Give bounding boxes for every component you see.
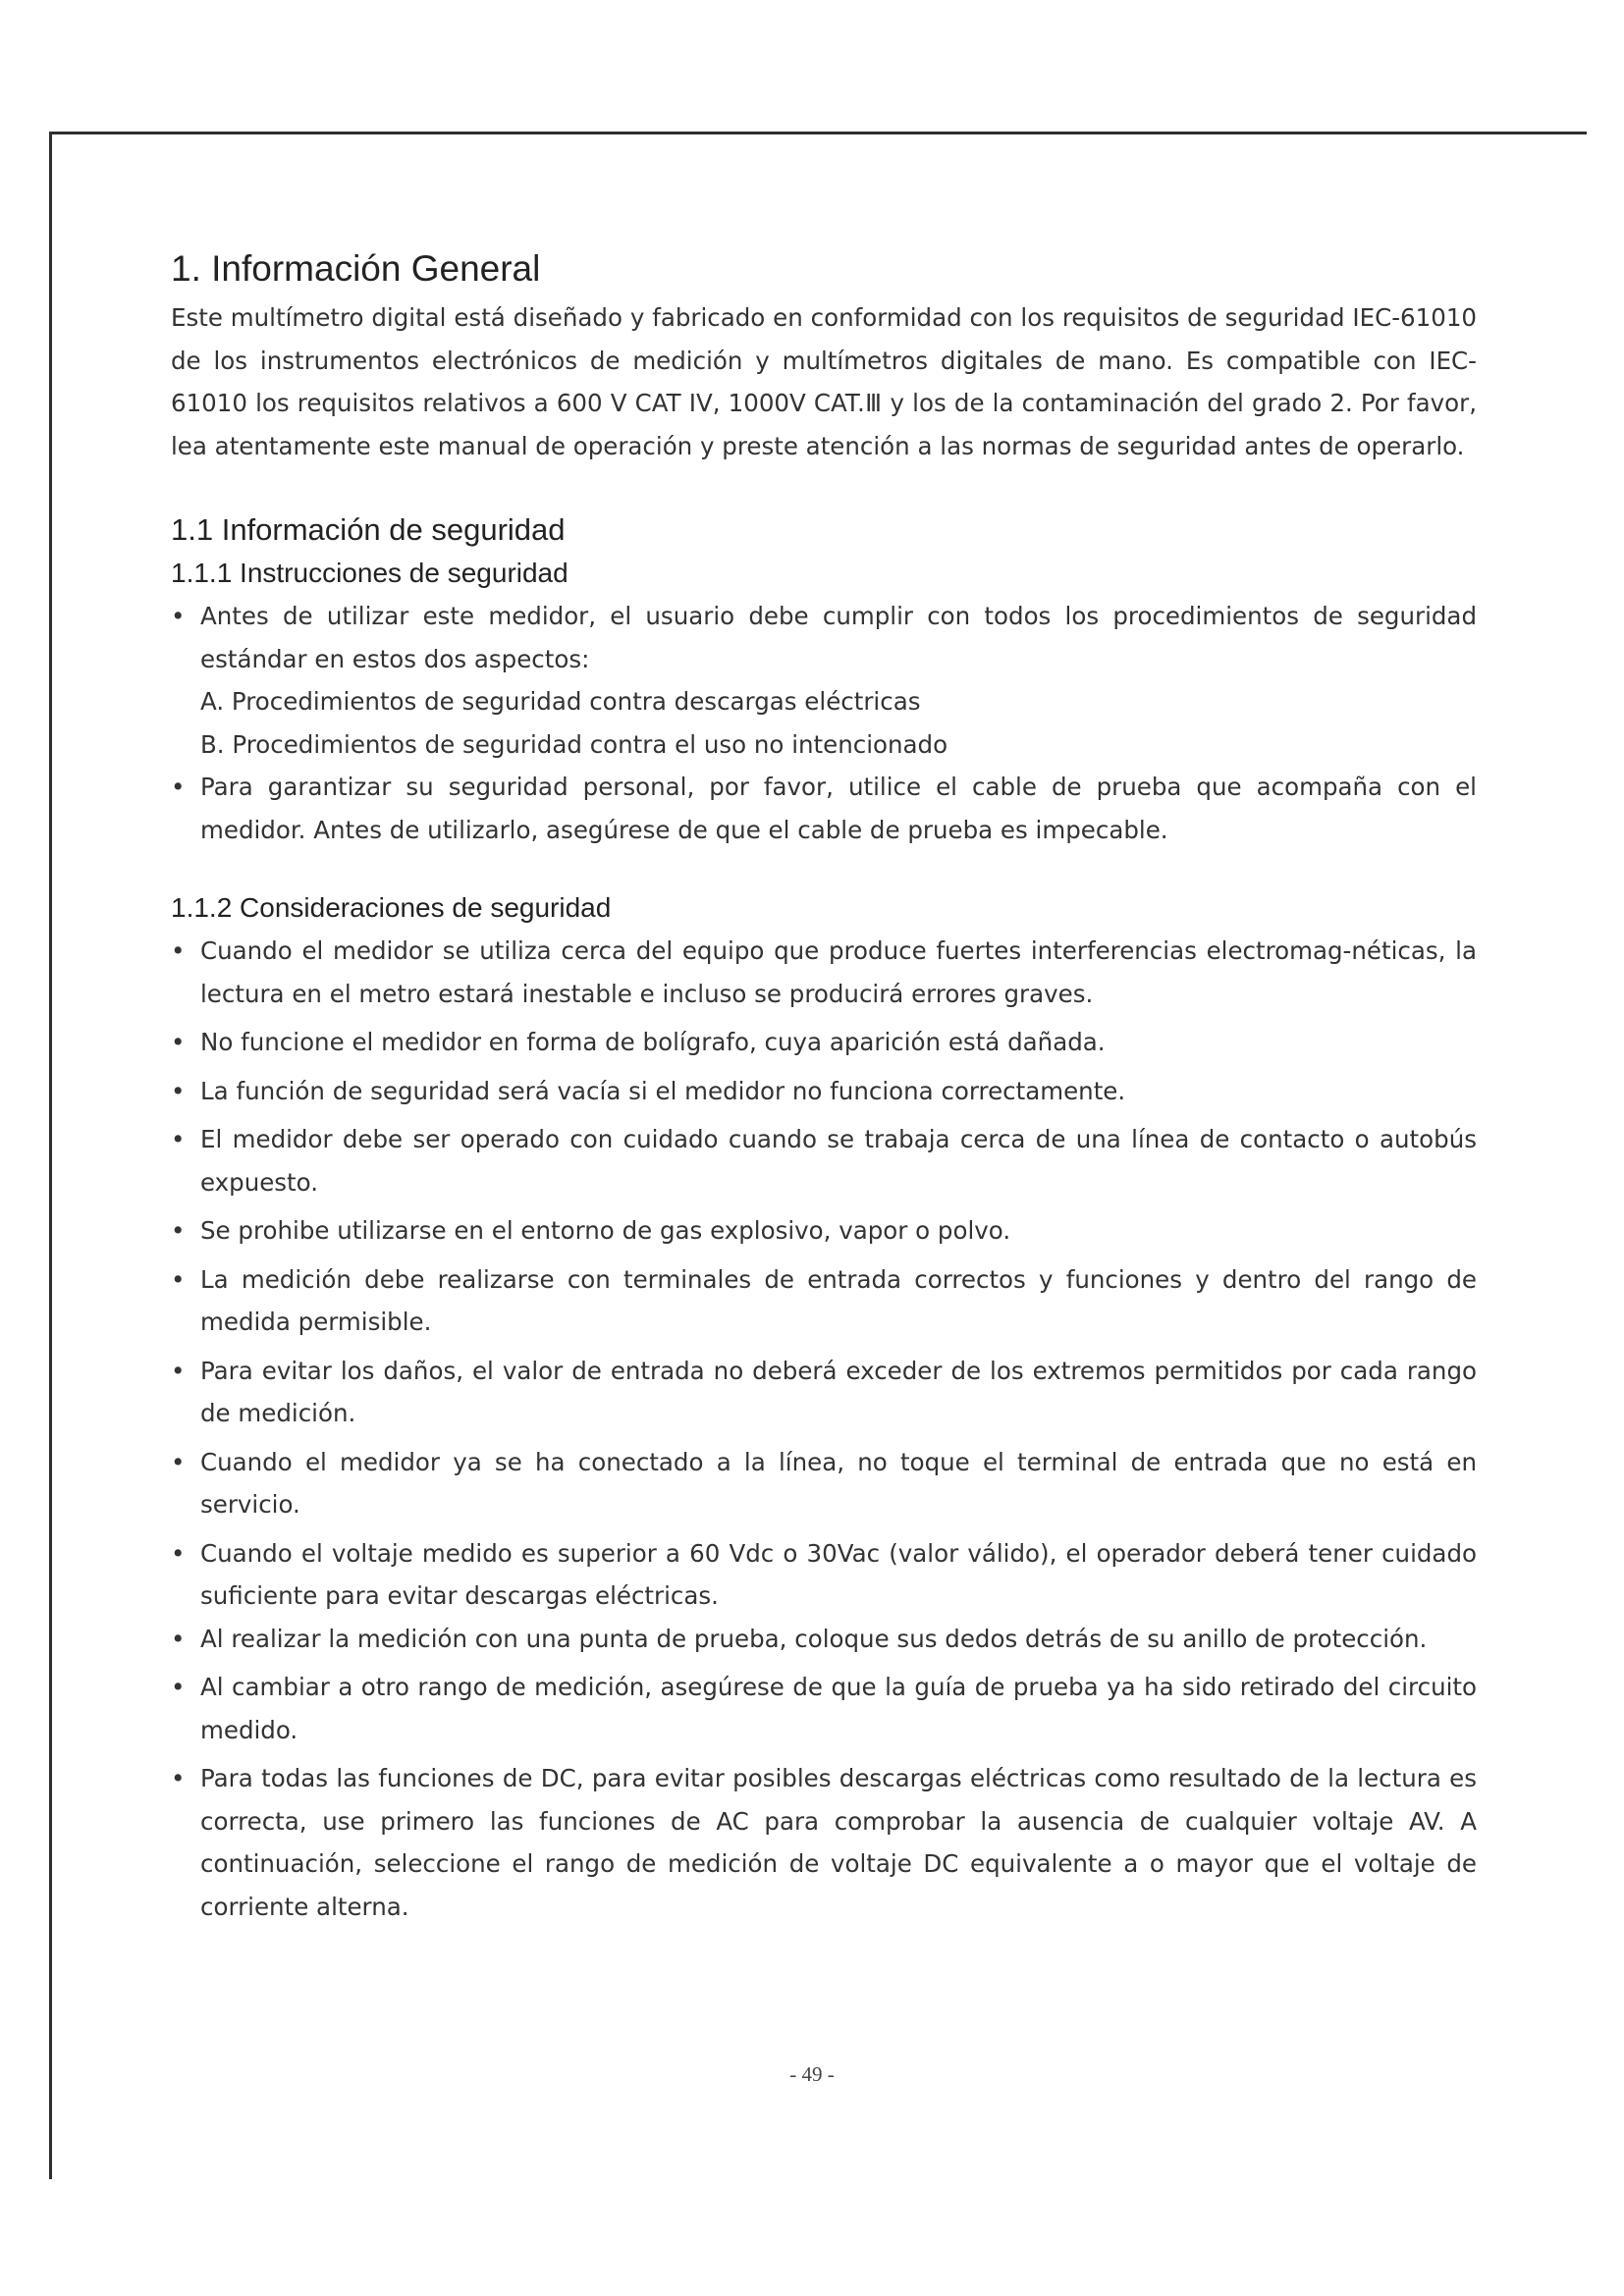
list-item xyxy=(171,1209,1477,1253)
bullet-icon: • xyxy=(171,1076,186,1105)
list-item-text: Cuando el medidor se utiliza cerca del equipo que produce fuertes interferencias electromag-néticas, la lectura en el metro estará inestable e incluso se producirá errores graves. xyxy=(200,936,1477,1008)
document-body xyxy=(171,247,1477,1928)
safety-instructions-list xyxy=(171,595,1477,851)
bullet-icon: • xyxy=(171,1125,186,1153)
bullet-icon: • xyxy=(171,1356,186,1385)
bullet-icon: • xyxy=(171,1538,186,1568)
list-item-text: Cuando el medidor ya se ha conectado a la línea, no toque el terminal de entrada que no está en servicio. xyxy=(200,1447,1477,1519)
list-item xyxy=(171,1118,1477,1203)
bullet-icon: • xyxy=(171,1264,186,1294)
safety-considerations-list xyxy=(171,930,1477,1928)
list-sub-item-text: A. Procedimientos de seguridad contra descargas eléctricas xyxy=(200,687,921,716)
bullet-icon: • xyxy=(171,602,186,630)
list-item-text: No funcione el medidor en forma de bolígrafo, cuya aparición está dañada. xyxy=(200,1028,1106,1056)
subsection-heading-1-1-2: 1.1.2 Consideraciones de seguridad xyxy=(171,892,612,923)
section-heading-1-1: 1.1 Información de seguridad xyxy=(171,512,566,547)
bullet-icon: • xyxy=(171,1764,186,1792)
subsection-heading-1-1-1: 1.1.1 Instrucciones de seguridad xyxy=(171,558,568,588)
list-item-text: Para evitar los daños, el valor de entrada no deberá exceder de los extremos permitidos por cada rango de medición. xyxy=(200,1356,1477,1427)
list-item-text: Al realizar la medición con una punta de prueba, coloque sus dedos detrás de su anillo de protección. xyxy=(200,1624,1428,1653)
list-item xyxy=(171,1021,1477,1064)
list-item xyxy=(171,930,1477,1015)
bullet-icon: • xyxy=(171,1673,186,1701)
page-title: 1. Información General xyxy=(171,248,541,289)
list-item xyxy=(171,680,1477,723)
list-item xyxy=(171,1666,1477,1751)
list-item-text: La medición debe realizarse con terminales de entrada correctos y funciones y dentro del rango de medida permisible. xyxy=(200,1264,1477,1336)
list-item xyxy=(171,766,1477,851)
spacer xyxy=(171,467,1477,510)
list-item xyxy=(171,1258,1477,1344)
page-frame-top-rule xyxy=(49,132,1587,134)
list-item-text: La función de seguridad será vacía si el medidor no funciona correctamente. xyxy=(200,1076,1126,1105)
intro-paragraph: Este multímetro digital está diseñado y fabricado en conformidad con los requisitos de seguridad IEC-61010 de los instrumentos electrónicos de medición y multímetros digitales de mano. Es compatible con IEC-61010 los requisitos relativos a 600 V CAT IV, 1000V CAT.Ⅲ y los de la contaminación del grado 2. Por favor, lea atentamente este manual de operación y preste atención a las normas de seguridad antes de operarlo. xyxy=(171,303,1477,460)
list-item-text: Se prohibe utilizarse en el entorno de gas explosivo, vapor o polvo. xyxy=(200,1216,1011,1245)
bullet-icon: • xyxy=(171,936,186,965)
bullet-icon: • xyxy=(171,1624,186,1653)
list-item-text: Antes de utilizar este medidor, el usuario debe cumplir con todos los procedimientos de seguridad estándar en estos dos aspectos: xyxy=(200,602,1477,673)
bullet-icon: • xyxy=(171,1447,186,1476)
list-item xyxy=(171,1070,1477,1113)
list-item-text: Para garantizar su seguridad personal, por favor, utilice el cable de prueba que acompaña con el medidor. Antes de utilizarlo, asegúrese de que el cable de prueba es impecable. xyxy=(200,773,1477,844)
list-item-text: El medidor debe ser operado con cuidado cuando se trabaja cerca de una línea de contacto o autobús expuesto. xyxy=(200,1125,1477,1197)
bullet-icon: • xyxy=(171,1216,186,1245)
spacer xyxy=(171,851,1477,888)
bullet-icon: • xyxy=(171,773,186,801)
list-item-text: Al cambiar a otro rango de medición, asegúrese de que la guía de prueba ya ha sido retirado del circuito medido. xyxy=(200,1673,1477,1744)
bullet-icon: • xyxy=(171,1028,186,1056)
list-sub-item-text: B. Procedimientos de seguridad contra el uso no intencionado xyxy=(200,729,948,759)
list-item xyxy=(171,1532,1477,1618)
list-item xyxy=(171,1350,1477,1435)
list-item xyxy=(171,723,1477,767)
page-frame-left-rule xyxy=(49,132,52,2179)
list-item-text: Cuando el voltaje medido es superior a 60 Vdc o 30Vac (valor válido), el operador deberá tener cuidado suficiente para evitar descargas eléctricas. xyxy=(200,1538,1477,1610)
list-item xyxy=(171,595,1477,680)
list-item xyxy=(171,1441,1477,1526)
list-item-text: Para todas las funciones de DC, para evitar posibles descargas eléctricas como resultado de la lectura es correcta, use primero las funciones de AC para comprobar la ausencia de cualquier voltaje AV. A continuación, seleccione el rango de medición de voltaje DC equivalente a o mayor que el voltaje de corriente alterna. xyxy=(200,1764,1477,1921)
list-item xyxy=(171,1618,1477,1661)
page-number: - 49 - xyxy=(789,2062,835,2086)
list-item xyxy=(171,1757,1477,1928)
